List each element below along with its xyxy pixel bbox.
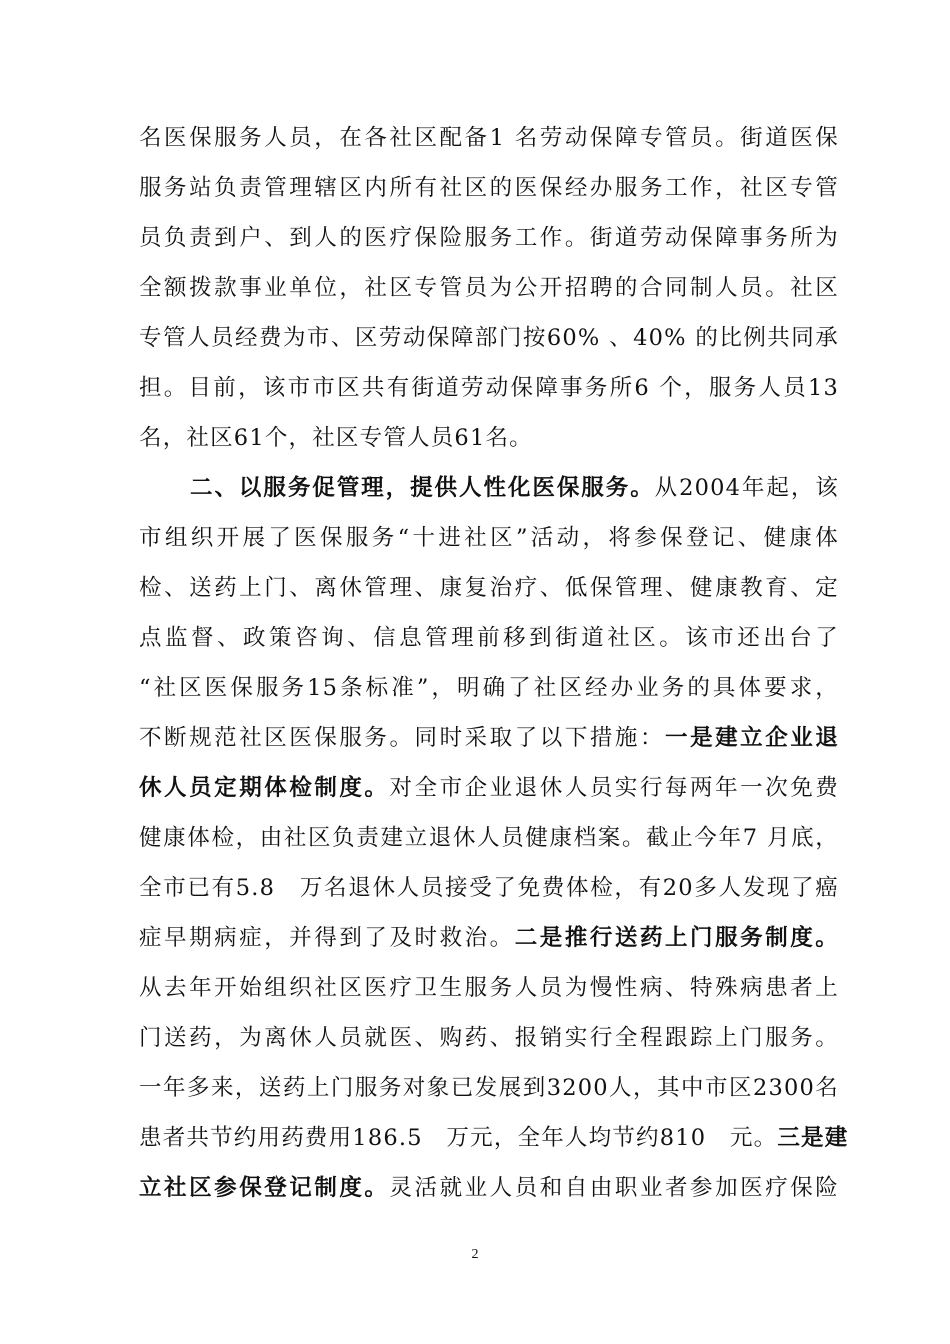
text-segment: 不断规范社区医保服务。同时采取了以下措施： — [139, 725, 666, 751]
text-line — [139, 1168, 839, 1208]
bold-text-segment: 二、以服务促管理，提供人性化医保服务。 — [190, 475, 655, 501]
text-line — [139, 668, 839, 708]
text-line — [139, 968, 839, 1008]
text-segment: 检、送药上门、离休管理、康复治疗、低保管理、健康教育、定 — [139, 575, 839, 601]
text-line — [139, 568, 839, 608]
text-segment: 症早期病症，并得到了及时救治。 — [139, 925, 515, 951]
text-segment: 患者共节约用药费用186.5 万元，全年人均节约810 元。 — [139, 1125, 778, 1151]
text-segment: 全市已有5.8 万名退休人员接受了免费体检，有20多人发现了癌 — [139, 875, 839, 901]
text-line — [139, 518, 839, 558]
text-line — [139, 118, 839, 158]
text-segment: 健康体检，由社区负责建立退休人员健康档案。截止今年7 月底， — [139, 825, 839, 851]
bold-text-segment: 二是推行送药上门服务制度。 — [514, 925, 839, 951]
text-line — [139, 1068, 839, 1108]
text-segment: 门送药，为离休人员就医、购药、报销实行全程跟踪上门服务。 — [139, 1025, 839, 1051]
text-line — [139, 368, 839, 408]
bold-text-segment: 立社区参保登记制度。 — [139, 1175, 390, 1201]
text-line — [139, 718, 839, 758]
text-segment: 从2004年起，该 — [654, 475, 839, 501]
text-segment: 对全市企业退休人员实行每两年一次免费 — [389, 775, 839, 801]
text-line — [139, 318, 839, 358]
text-line — [139, 268, 839, 308]
text-segment: 灵活就业人员和自由职业者参加医疗保险 — [389, 1175, 839, 1201]
text-segment: 担。目前，该市市区共有街道劳动保障事务所6 个，服务人员13 — [139, 375, 839, 401]
text-segment: 名医保服务人员，在各社区配备1 名劳动保障专管员。街道医保 — [139, 125, 839, 151]
bold-text-segment: 一是建立企业退 — [665, 725, 840, 751]
text-segment: 从去年开始组织社区医疗卫生服务人员为慢性病、特殊病患者上 — [139, 975, 839, 1001]
text-segment: “社区医保服务15条标准”，明确了社区经办业务的具体要求， — [139, 675, 839, 701]
text-line — [139, 768, 839, 808]
text-segment: 点监督、政策咨询、信息管理前移到街道社区。该市还出台了 — [139, 625, 839, 651]
text-segment: 全额拨款事业单位，社区专管员为公开招聘的合同制人员。社区 — [139, 275, 839, 301]
bold-text-segment: 三是建 — [777, 1125, 849, 1151]
text-line — [139, 218, 839, 258]
text-line — [139, 868, 839, 908]
text-line — [139, 918, 839, 958]
text-segment: 市组织开展了医保服务“十进社区”活动，将参保登记、健康体 — [139, 525, 839, 551]
text-line — [139, 1018, 839, 1058]
text-line — [139, 1118, 849, 1158]
text-segment: 名，社区61个，社区专管人员61名。 — [139, 425, 533, 451]
text-line — [139, 168, 839, 208]
text-line — [139, 618, 839, 658]
text-segment: 员负责到户、到人的医疗保险服务工作。街道劳动保障事务所为 — [139, 225, 839, 251]
text-line — [139, 418, 839, 458]
page-number: 2 — [471, 1247, 479, 1262]
text-segment: 一年多来，送药上门服务对象已发展到3200人，其中市区2300名 — [139, 1075, 839, 1101]
bold-text-segment: 休人员定期体检制度。 — [139, 775, 390, 801]
text-line — [190, 468, 839, 508]
text-segment: 专管人员经费为市、区劳动保障部门按60% 、40% 的比例共同承 — [139, 325, 839, 351]
text-line — [139, 818, 839, 858]
text-segment: 服务站负责管理辖区内所有社区的医保经办服务工作，社区专管 — [139, 175, 839, 201]
